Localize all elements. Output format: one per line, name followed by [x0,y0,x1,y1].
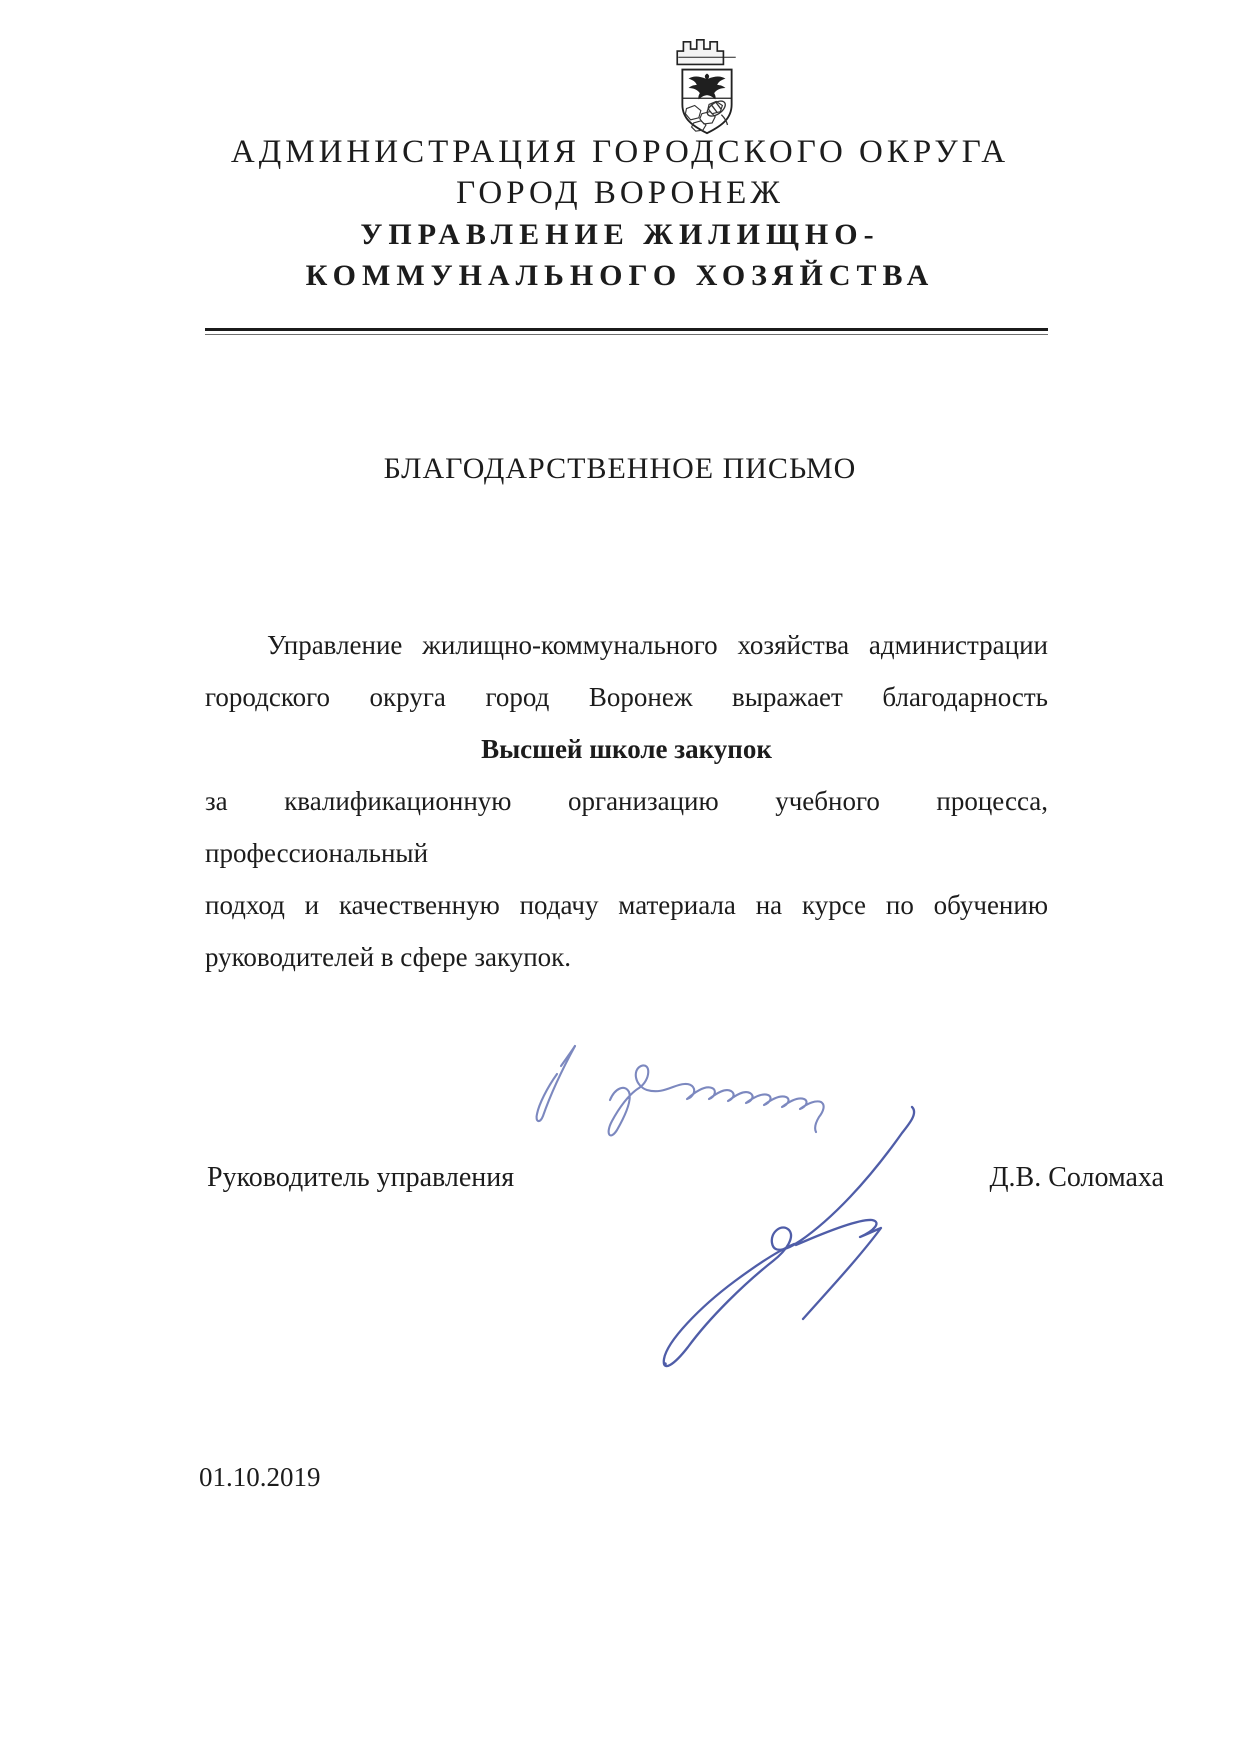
org-name-line2: ГОРОД ВОРОНЕЖ [456,175,784,211]
crest-crown [677,40,723,65]
document-date: 01.10.2019 [199,1462,321,1492]
org-name-line1: АДМИНИСТРАЦИЯ ГОРОДСКОГО ОКРУГА [230,134,1010,170]
letterhead [0,132,1240,296]
body-line: подход и качественную подачу материала на курсе по обучению [205,890,1048,920]
org-name-line4: КОММУНАЛЬНОГО ХОЗЯЙСТВА [305,259,935,292]
body-line: за квалификационную организацию учебного процесса, профессиональный [205,786,1048,868]
signer-title: Руководитель управления [207,1162,515,1193]
letterhead-divider [205,328,1048,335]
autograph-strokes [663,1107,914,1366]
document-title: БЛАГОДАРСТВЕННОЕ ПИСЬМО [383,452,857,485]
recipient-name: Высшей школе закупок [481,734,772,764]
signer-name: Д.В. Соломаха [989,1162,1164,1193]
signature-autograph [610,1093,930,1393]
letter-body [205,619,1048,983]
body-line: городского округа город Воронеж выражает благодарность [205,682,1048,712]
org-name-line3: УПРАВЛЕНИЕ ЖИЛИЩНО- [360,218,880,251]
voronezh-coat-of-arms-icon [668,36,746,138]
body-line: руководителей в сфере закупок. [205,942,572,972]
body-line: Управление жилищно-коммунального хозяйства администрации [267,630,1048,660]
